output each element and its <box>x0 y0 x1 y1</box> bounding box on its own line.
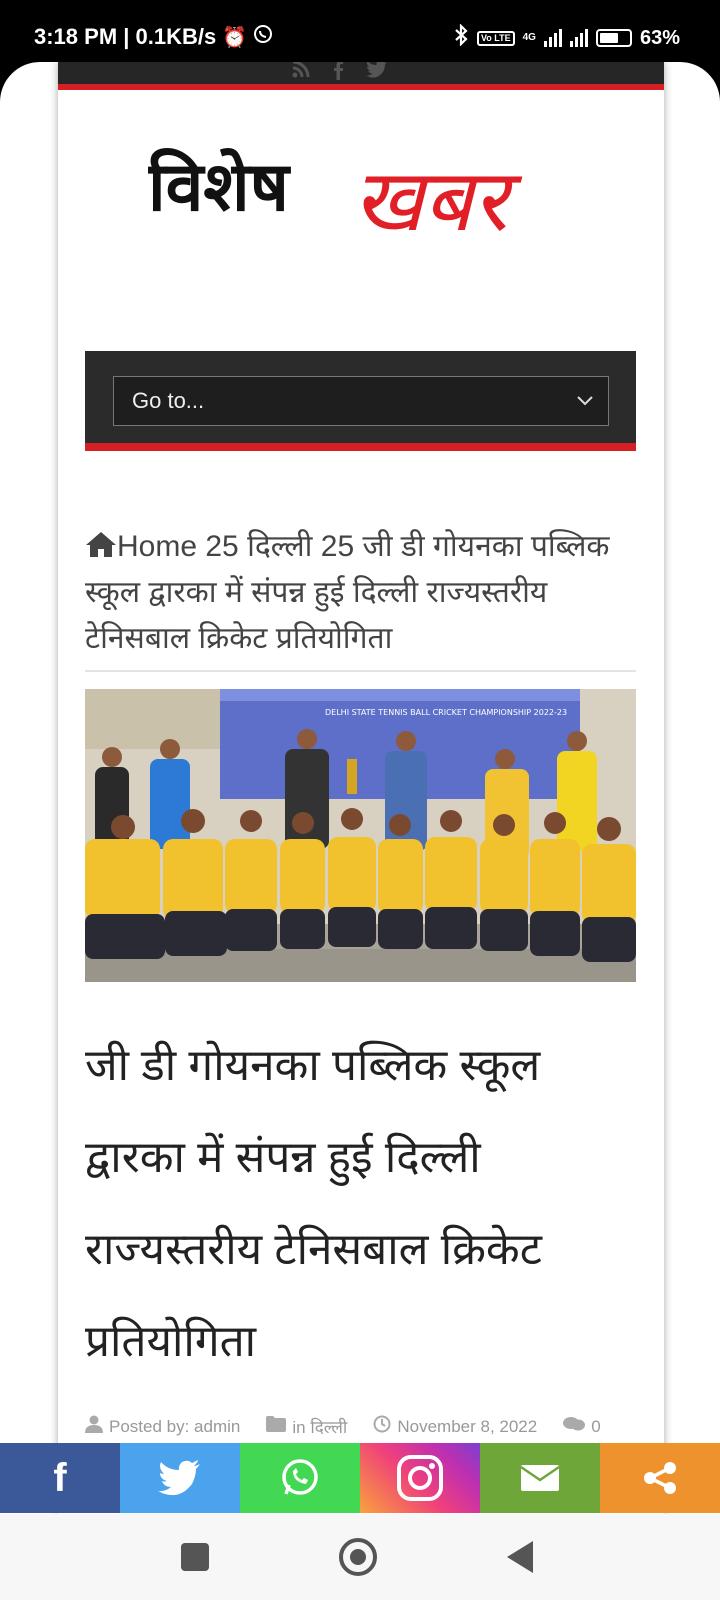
back-button[interactable] <box>507 1541 533 1573</box>
select-value: Go to... <box>132 388 205 413</box>
comments-icon <box>563 1416 585 1437</box>
home-button[interactable] <box>339 1538 377 1576</box>
rss-icon[interactable] <box>292 62 310 85</box>
share-more-button[interactable] <box>600 1443 720 1513</box>
alarm-icon: ⏰ <box>222 26 248 49</box>
share-whatsapp-button[interactable] <box>240 1443 360 1513</box>
share-icon <box>643 1461 677 1495</box>
instagram-share-icon <box>396 1454 444 1502</box>
post-date: November 8, 2022 <box>397 1416 538 1436</box>
post-category[interactable]: in दिल्ली <box>292 1418 348 1437</box>
signal-icon-2 <box>570 29 588 47</box>
breadcrumb-separator: 25 <box>320 530 355 563</box>
divider <box>85 670 636 672</box>
share-facebook-button[interactable] <box>0 1443 120 1513</box>
facebook-icon[interactable] <box>332 62 344 85</box>
breadcrumb-current: जी डी गोयनका पब्लिक स्कूल द्वारका में संपन्न हुई दिल्ली राज्यस्तरीय टेनिसबाल क्रिकेट प्रतियोगिता <box>85 530 610 655</box>
article-headline: जी डी गोयनका पब्लिक स्कूल द्वारका में संपन्न हुई दिल्ली राज्यस्तरीय टेनिसबाल क्रिकेट प्रतियोगिता <box>85 1041 542 1366</box>
folder-icon <box>266 1416 286 1437</box>
top-bar <box>58 62 664 90</box>
system-nav-bar <box>0 1514 720 1600</box>
share-email-button[interactable] <box>480 1443 600 1513</box>
browser-viewport[interactable] <box>0 62 720 1514</box>
breadcrumb-category[interactable]: दिल्ली <box>247 530 313 563</box>
twitter-icon[interactable] <box>366 62 388 85</box>
share-twitter-button[interactable] <box>120 1443 240 1513</box>
time-speed: 3:18 PM | 0.1KB/s <box>34 24 217 49</box>
battery-percent: 63% <box>639 26 680 49</box>
breadcrumb <box>85 524 636 662</box>
page-container <box>58 62 664 1514</box>
clock-icon <box>373 1415 391 1438</box>
article-photo[interactable] <box>85 689 636 982</box>
share-bar <box>0 1443 720 1513</box>
status-right <box>453 24 680 52</box>
bluetooth-icon <box>453 24 469 52</box>
share-instagram-button[interactable] <box>360 1443 480 1513</box>
email-share-icon <box>521 1465 559 1491</box>
whatsapp-share-icon <box>280 1458 320 1498</box>
recent-apps-button[interactable] <box>181 1543 209 1571</box>
home-icon[interactable] <box>85 530 117 558</box>
top-social-links <box>292 62 388 85</box>
logo-word-1: विशेष <box>148 148 289 227</box>
battery-icon <box>596 29 632 47</box>
nav-select-goto[interactable] <box>113 376 609 426</box>
signal-icon-1 <box>544 29 562 47</box>
whatsapp-notification-icon <box>253 24 273 50</box>
chevron-down-icon <box>576 377 594 443</box>
breadcrumb-separator: 25 <box>205 530 239 563</box>
breadcrumb-home[interactable]: Home <box>117 530 198 563</box>
nav-bar <box>85 351 636 451</box>
twitter-share-icon <box>158 1460 202 1496</box>
status-left <box>34 24 273 50</box>
user-icon <box>85 1415 103 1438</box>
logo-word-2: खबर <box>353 151 508 251</box>
posted-by[interactable]: Posted by: admin <box>109 1416 241 1436</box>
status-bar <box>0 0 720 62</box>
facebook-share-icon: f <box>53 1455 67 1500</box>
site-logo[interactable] <box>148 140 578 280</box>
article-meta <box>85 1415 645 1438</box>
banner-text: DELHI STATE TENNIS BALL CRICKET CHAMPIONSHIP 2022-23 <box>325 708 568 717</box>
comment-count[interactable]: 0 <box>591 1416 601 1436</box>
volte-badge: Vo LTE <box>477 31 515 46</box>
network-type: 4G <box>522 32 536 43</box>
